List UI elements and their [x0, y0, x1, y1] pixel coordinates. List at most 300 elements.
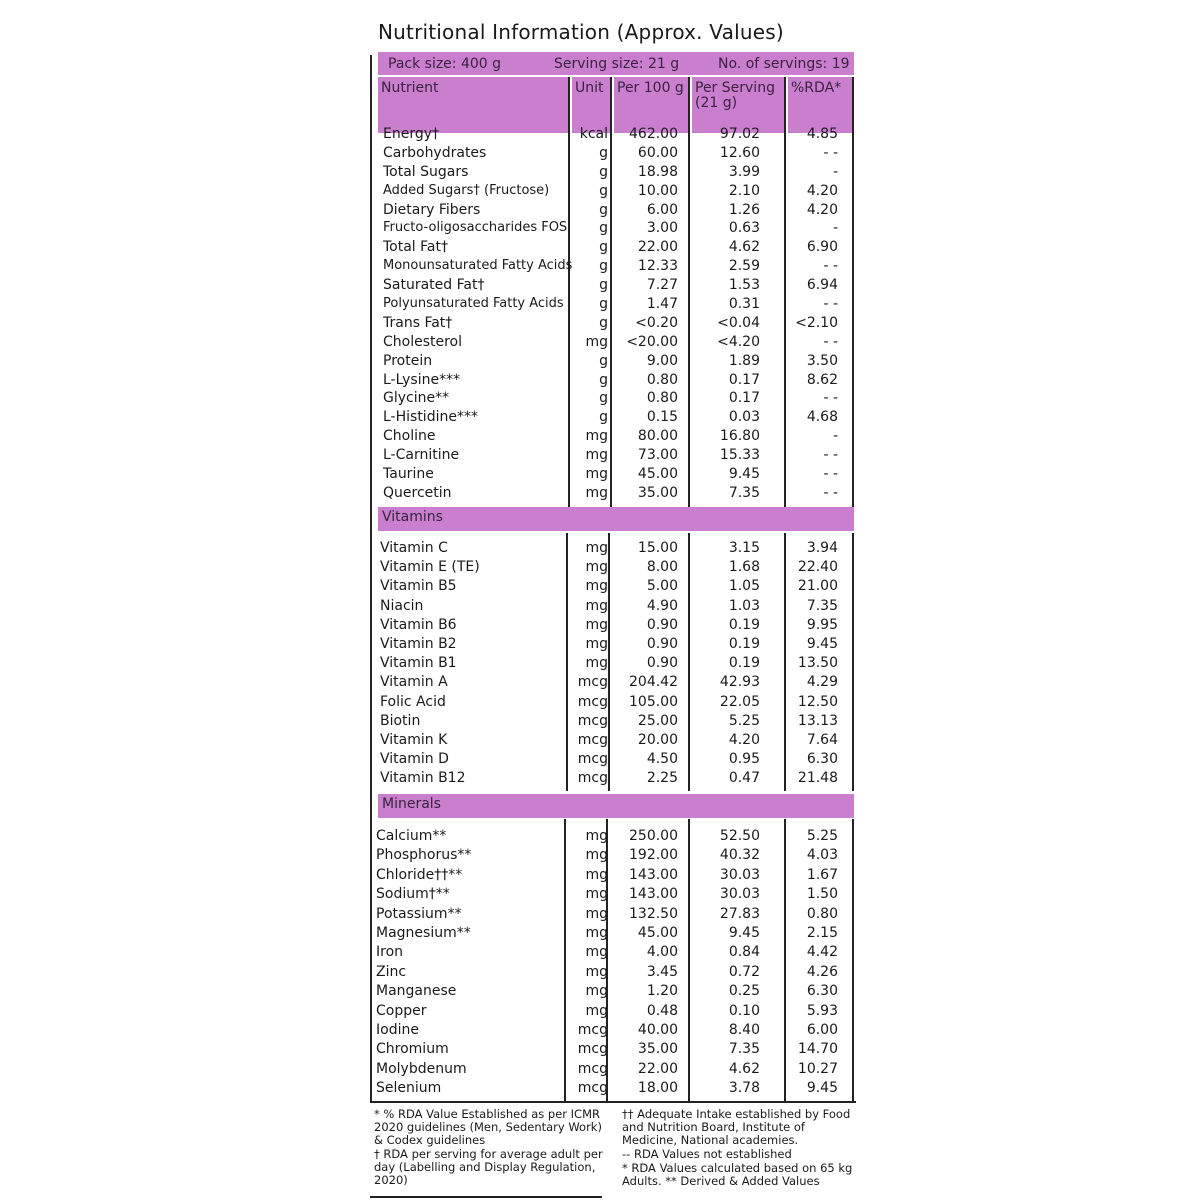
cell-rda: - -	[823, 466, 838, 483]
cell-serving: 0.25	[728, 983, 760, 1000]
cell-name: Cholesterol	[383, 333, 463, 350]
cell-rda: - -	[823, 258, 838, 275]
cell-serving: 3.78	[728, 1080, 760, 1097]
nutrients-section	[370, 125, 856, 503]
cell-rda: 2.15	[806, 924, 838, 941]
table-row	[370, 1040, 856, 1059]
table-row	[370, 982, 856, 1001]
cell-rda: 9.45	[806, 1080, 838, 1097]
cell-per100: 3.00	[646, 220, 678, 237]
cell-serving: 7.35	[728, 484, 760, 501]
cell-unit: g	[599, 296, 608, 313]
cell-serving: 0.72	[728, 963, 760, 980]
cell-per100: 80.00	[637, 428, 678, 445]
cell-per100: 60.00	[637, 144, 678, 161]
cell-rda: 5.25	[806, 828, 838, 844]
section-band-minerals: Minerals	[378, 794, 854, 818]
cell-serving: 27.83	[719, 905, 760, 922]
cell-name: Vitamin B2	[380, 635, 457, 652]
cell-per100: 4.00	[646, 944, 678, 961]
table-row	[370, 295, 856, 314]
cell-serving: 4.62	[728, 239, 760, 256]
cell-serving: 0.19	[728, 635, 760, 652]
cell-rda: - -	[823, 447, 838, 464]
cell-rda: 10.27	[797, 1060, 838, 1077]
cell-name: Iron	[376, 944, 404, 961]
cell-serving: 2.10	[728, 182, 760, 199]
cell-per100: 250.00	[629, 828, 678, 844]
cell-name: Energy†	[383, 126, 440, 142]
table-row	[370, 731, 856, 750]
cell-rda: 6.30	[806, 751, 838, 768]
table-row	[370, 866, 856, 885]
cell-rda: 7.35	[806, 597, 838, 614]
cell-serving: 42.93	[719, 674, 760, 691]
cell-name: Phosphorus**	[376, 847, 472, 864]
cell-name: Sodium†**	[376, 886, 450, 903]
cell-unit: mcg	[577, 693, 608, 710]
vitamins-section	[370, 539, 856, 788]
cell-serving: 9.45	[728, 924, 760, 941]
cell-rda: - -	[823, 296, 838, 313]
cell-rda: 6.90	[806, 239, 838, 256]
cell-per100: 12.33	[637, 258, 678, 275]
cell-per100: 6.00	[646, 201, 678, 218]
table-row	[370, 1021, 856, 1040]
cell-rda: - -	[823, 390, 838, 407]
nutrition-table	[370, 47, 856, 1104]
cell-name: Carbohydrates	[383, 144, 487, 161]
cell-rda: 9.45	[806, 635, 838, 652]
cell-name: Chloride††**	[376, 866, 463, 883]
cell-unit: mg	[585, 924, 608, 941]
table-row	[370, 408, 856, 427]
cell-serving: 0.17	[728, 371, 760, 388]
cell-serving: 1.68	[728, 559, 760, 576]
cell-name: Trans Fat†	[383, 314, 453, 331]
table-row	[370, 1079, 856, 1098]
cell-rda: 1.50	[806, 886, 838, 903]
cell-per100: 0.90	[646, 616, 678, 633]
cell-name: Total Fat†	[383, 239, 448, 256]
cell-serving: 1.05	[728, 578, 760, 595]
cell-per100: 1.20	[646, 983, 678, 1000]
cell-rda: 4.20	[806, 201, 838, 218]
cell-serving: 3.15	[728, 540, 760, 556]
cell-serving: 0.47	[728, 770, 760, 787]
cell-name: Magnesium**	[376, 924, 471, 941]
cell-rda: 13.50	[797, 655, 838, 672]
table-row	[370, 616, 856, 635]
cell-rda: 8.62	[806, 371, 838, 388]
cell-name: Iodine	[376, 1021, 419, 1038]
cell-serving: 0.63	[728, 220, 760, 237]
cell-serving: 40.32	[719, 847, 760, 864]
table-row	[370, 484, 856, 503]
cell-serving: 0.95	[728, 751, 760, 768]
cell-serving: 0.84	[728, 944, 760, 961]
panel-title: Nutritional Information (Approx. Values)	[378, 20, 784, 44]
table-row	[370, 712, 856, 731]
cell-rda: 21.00	[797, 578, 838, 595]
cell-unit: g	[599, 144, 608, 161]
cell-serving: 5.25	[728, 712, 760, 729]
cell-per100: 1.47	[646, 296, 678, 313]
cell-per100: 22.00	[637, 1060, 678, 1077]
table-row	[370, 885, 856, 904]
table-row	[370, 427, 856, 446]
table-row	[370, 201, 856, 220]
cell-rda: 3.94	[806, 540, 838, 556]
cell-serving: 97.02	[719, 126, 760, 142]
cell-unit: g	[599, 390, 608, 407]
cell-unit: g	[599, 314, 608, 331]
table-row	[370, 1060, 856, 1079]
cell-per100: 45.00	[637, 924, 678, 941]
cell-unit: g	[599, 352, 608, 369]
cell-rda: 12.50	[797, 693, 838, 710]
footnote: * % RDA Value Established as per ICMR 2020 guidelines (Men, Sedentary Work) & Codex guidelines	[374, 1107, 602, 1147]
cell-rda: 4.85	[806, 126, 838, 142]
table-row	[370, 446, 856, 465]
cell-rda: 7.64	[806, 731, 838, 748]
cell-name: Molybdenum	[376, 1060, 467, 1077]
cell-serving: 4.20	[728, 731, 760, 748]
header-nutrient: Nutrient	[378, 77, 568, 133]
table-row	[370, 846, 856, 865]
cell-unit: mg	[585, 428, 608, 445]
cell-per100: 35.00	[637, 484, 678, 501]
cell-name: Protein	[383, 352, 433, 369]
cell-name: Biotin	[380, 712, 421, 729]
cell-serving: 3.99	[728, 163, 760, 180]
footnote: -- RDA Values not established	[622, 1147, 792, 1161]
cell-unit: mg	[585, 944, 608, 961]
cell-name: Vitamin B6	[380, 616, 457, 633]
table-row	[370, 769, 856, 788]
cell-unit: g	[599, 220, 608, 237]
cell-serving: 0.17	[728, 390, 760, 407]
cell-name: Vitamin B12	[380, 770, 466, 787]
cell-per100: 2.25	[646, 770, 678, 787]
cell-per100: 143.00	[629, 866, 678, 883]
cell-name: Choline	[383, 428, 436, 445]
cell-serving: 0.10	[728, 1002, 760, 1019]
cell-unit: mg	[585, 1002, 608, 1019]
table-row	[370, 465, 856, 484]
cell-serving: <0.04	[717, 314, 760, 331]
table-row	[370, 827, 856, 846]
cell-rda: -	[832, 220, 838, 237]
cell-per100: 143.00	[629, 886, 678, 903]
cell-unit: mg	[585, 484, 608, 501]
cell-rda: 6.00	[806, 1021, 838, 1038]
cell-name: Vitamin B1	[380, 655, 457, 672]
cell-name: Manganese	[376, 983, 457, 1000]
cell-unit: mg	[585, 597, 608, 614]
footnotes-right	[622, 1108, 862, 1189]
cell-name: Taurine	[383, 466, 434, 483]
cell-serving: 16.80	[719, 428, 760, 445]
cell-rda: 4.68	[806, 409, 838, 426]
cell-unit: mcg	[577, 1080, 608, 1097]
cell-unit: g	[599, 277, 608, 294]
cell-rda: -	[832, 163, 838, 180]
serving-size: Serving size: 21 g	[554, 55, 680, 72]
rule-h	[370, 1101, 856, 1103]
table-row	[370, 163, 856, 182]
cell-serving: 0.19	[728, 616, 760, 633]
table-row	[370, 238, 856, 257]
cell-serving: 0.03	[728, 409, 760, 426]
cell-per100: 5.00	[646, 578, 678, 595]
cell-per100: 7.27	[646, 277, 678, 294]
cell-per100: 18.00	[637, 1080, 678, 1097]
cell-per100: 40.00	[637, 1021, 678, 1038]
cell-serving: 0.31	[728, 296, 760, 313]
cell-per100: 204.42	[629, 674, 678, 691]
table-row	[370, 924, 856, 943]
cell-unit: g	[599, 409, 608, 426]
table-row	[370, 673, 856, 692]
cell-per100: 192.00	[629, 847, 678, 864]
cell-rda: 1.67	[806, 866, 838, 883]
table-row	[370, 963, 856, 982]
cell-name: Glycine**	[383, 390, 450, 407]
footnote: * RDA Values calculated based on 65 kg Adults. ** Derived & Added Values	[622, 1161, 853, 1188]
header-unit: Unit	[572, 77, 610, 133]
cell-name: Potassium**	[376, 905, 462, 922]
cell-serving: 9.45	[728, 466, 760, 483]
cell-per100: 8.00	[646, 559, 678, 576]
cell-rda: - -	[823, 333, 838, 350]
cell-rda: 4.03	[806, 847, 838, 864]
table-row	[370, 219, 856, 238]
table-row	[370, 276, 856, 295]
table-row	[370, 577, 856, 596]
table-row	[370, 693, 856, 712]
cell-unit: mcg	[577, 674, 608, 691]
cell-unit: mg	[585, 447, 608, 464]
cell-serving: 2.59	[728, 258, 760, 275]
cell-rda: 21.48	[797, 770, 838, 787]
cell-serving: 7.35	[728, 1041, 760, 1058]
cell-per100: 9.00	[646, 352, 678, 369]
table-row	[370, 257, 856, 276]
cell-per100: 132.50	[629, 905, 678, 922]
table-row	[370, 654, 856, 673]
table-row	[370, 943, 856, 962]
cell-per100: 462.00	[629, 126, 678, 142]
footnotes	[374, 1108, 864, 1192]
cell-rda: 14.70	[797, 1041, 838, 1058]
cell-serving: 4.62	[728, 1060, 760, 1077]
cell-unit: mcg	[577, 1021, 608, 1038]
cell-unit: g	[599, 239, 608, 256]
cell-per100: 0.90	[646, 655, 678, 672]
cell-rda: 9.95	[806, 616, 838, 633]
cell-rda: 4.42	[806, 944, 838, 961]
cell-per100: 18.98	[637, 163, 678, 180]
table-row	[370, 539, 856, 558]
section-band-vitamins: Vitamins	[378, 507, 854, 531]
cell-serving: 1.26	[728, 201, 760, 218]
cell-unit: mg	[585, 655, 608, 672]
cell-unit: mcg	[577, 1041, 608, 1058]
cell-per100: 0.80	[646, 390, 678, 407]
table-row	[370, 314, 856, 333]
cell-name: Quercetin	[383, 484, 452, 501]
cell-rda: 13.13	[797, 712, 838, 729]
cell-rda: - -	[823, 144, 838, 161]
cell-name: Zinc	[376, 963, 407, 980]
cell-name: Folic Acid	[380, 693, 446, 710]
cell-rda: 4.26	[806, 963, 838, 980]
header-per-serving: Per Serving (21 g)	[692, 77, 784, 133]
cell-name: Vitamin E (TE)	[380, 559, 480, 576]
cell-serving: 0.19	[728, 655, 760, 672]
table-row	[370, 144, 856, 163]
cell-per100: <0.20	[635, 314, 678, 331]
cell-serving: <4.20	[717, 333, 760, 350]
cell-name: Copper	[376, 1002, 427, 1019]
table-row	[370, 371, 856, 390]
table-row	[370, 750, 856, 769]
cell-name: Monounsaturated Fatty Acids	[383, 258, 573, 274]
cell-serving: 30.03	[719, 866, 760, 883]
pack-size: Pack size: 400 g	[388, 55, 502, 72]
cell-name: Added Sugars† (Fructose)	[383, 182, 550, 198]
cell-name: Vitamin K	[380, 731, 448, 748]
cell-per100: 10.00	[637, 182, 678, 199]
table-row	[370, 352, 856, 371]
cell-name: Selenium	[376, 1080, 442, 1097]
cell-unit: mcg	[577, 731, 608, 748]
cell-serving: 15.33	[719, 447, 760, 464]
bottom-rule	[370, 1196, 602, 1198]
cell-rda: 6.30	[806, 983, 838, 1000]
cell-per100: 35.00	[637, 1041, 678, 1058]
cell-per100: <20.00	[626, 333, 678, 350]
cell-name: Niacin	[380, 597, 424, 614]
cell-per100: 0.90	[646, 635, 678, 652]
cell-unit: g	[599, 371, 608, 388]
cell-unit: mg	[585, 847, 608, 864]
cell-name: Total Sugars	[383, 163, 469, 180]
cell-unit: g	[599, 201, 608, 218]
cell-rda: 22.40	[797, 559, 838, 576]
header-per100: Per 100 g	[614, 77, 688, 133]
cell-serving: 1.03	[728, 597, 760, 614]
table-row	[370, 389, 856, 408]
cell-serving: 52.50	[719, 828, 760, 844]
cell-name: Vitamin B5	[380, 578, 457, 595]
cell-per100: 22.00	[637, 239, 678, 256]
cell-unit: mg	[585, 828, 608, 844]
table-row	[370, 597, 856, 616]
cell-name: L-Carnitine	[383, 447, 460, 464]
cell-unit: mg	[585, 635, 608, 652]
cell-rda: 0.80	[806, 905, 838, 922]
table-row	[370, 635, 856, 654]
cell-unit: kcal	[579, 126, 608, 142]
footnote: †† Adequate Intake established by Food and Nutrition Board, Institute of Medicine, National academies.	[622, 1107, 851, 1147]
cell-unit: g	[599, 163, 608, 180]
cell-serving: 1.53	[728, 277, 760, 294]
cell-unit: mg	[585, 333, 608, 350]
cell-name: Polyunsaturated Fatty Acids	[383, 296, 564, 312]
cell-rda: <2.10	[795, 314, 838, 331]
cell-rda: 3.50	[806, 352, 838, 369]
table-row	[370, 333, 856, 352]
servings-count: No. of servings: 19	[718, 55, 850, 72]
table-row	[370, 905, 856, 924]
cell-serving: 12.60	[719, 144, 760, 161]
cell-serving: 1.89	[728, 352, 760, 369]
cell-unit: mg	[585, 983, 608, 1000]
cell-name: Dietary Fibers	[383, 201, 481, 218]
minerals-section	[370, 827, 856, 1098]
table-row	[370, 1002, 856, 1021]
cell-serving: 30.03	[719, 886, 760, 903]
cell-unit: mcg	[577, 770, 608, 787]
cell-unit: mcg	[577, 1060, 608, 1077]
cell-unit: mg	[585, 866, 608, 883]
cell-unit: mg	[585, 540, 608, 556]
cell-serving: 22.05	[719, 693, 760, 710]
cell-per100: 25.00	[637, 712, 678, 729]
footnote: † RDA per serving for average adult per day (Labelling and Display Regulation, 2020)	[374, 1147, 603, 1187]
cell-per100: 3.45	[646, 963, 678, 980]
cell-name: Vitamin A	[380, 674, 448, 691]
cell-unit: mg	[585, 559, 608, 576]
cell-rda: -	[832, 428, 838, 445]
cell-per100: 105.00	[629, 693, 678, 710]
cell-unit: mcg	[577, 712, 608, 729]
cell-serving: 8.40	[728, 1021, 760, 1038]
cell-rda: - -	[823, 484, 838, 501]
cell-unit: mg	[585, 905, 608, 922]
cell-name: Chromium	[376, 1041, 449, 1058]
cell-rda: 6.94	[806, 277, 838, 294]
cell-per100: 0.80	[646, 371, 678, 388]
cell-rda: 4.20	[806, 182, 838, 199]
cell-name: Fructo-oligosaccharides FOS	[383, 220, 568, 236]
header-rda: %RDA*	[788, 77, 854, 133]
cell-per100: 0.15	[646, 409, 678, 426]
cell-name: Saturated Fat†	[383, 277, 485, 294]
cell-per100: 15.00	[637, 540, 678, 556]
cell-unit: mg	[585, 578, 608, 595]
cell-name: L-Histidine***	[383, 409, 478, 426]
cell-name: L-Lysine***	[383, 371, 461, 388]
cell-unit: mg	[585, 616, 608, 633]
pack-info-bar	[378, 52, 854, 75]
cell-per100: 4.50	[646, 751, 678, 768]
footnotes-left	[374, 1108, 614, 1188]
cell-per100: 45.00	[637, 466, 678, 483]
cell-rda: 5.93	[806, 1002, 838, 1019]
cell-unit: mg	[585, 886, 608, 903]
cell-unit: mg	[585, 963, 608, 980]
cell-name: Vitamin D	[380, 751, 449, 768]
cell-unit: mg	[585, 466, 608, 483]
cell-per100: 73.00	[637, 447, 678, 464]
cell-per100: 4.90	[646, 597, 678, 614]
cell-per100: 0.48	[646, 1002, 678, 1019]
cell-per100: 20.00	[637, 731, 678, 748]
cell-unit: mcg	[577, 751, 608, 768]
